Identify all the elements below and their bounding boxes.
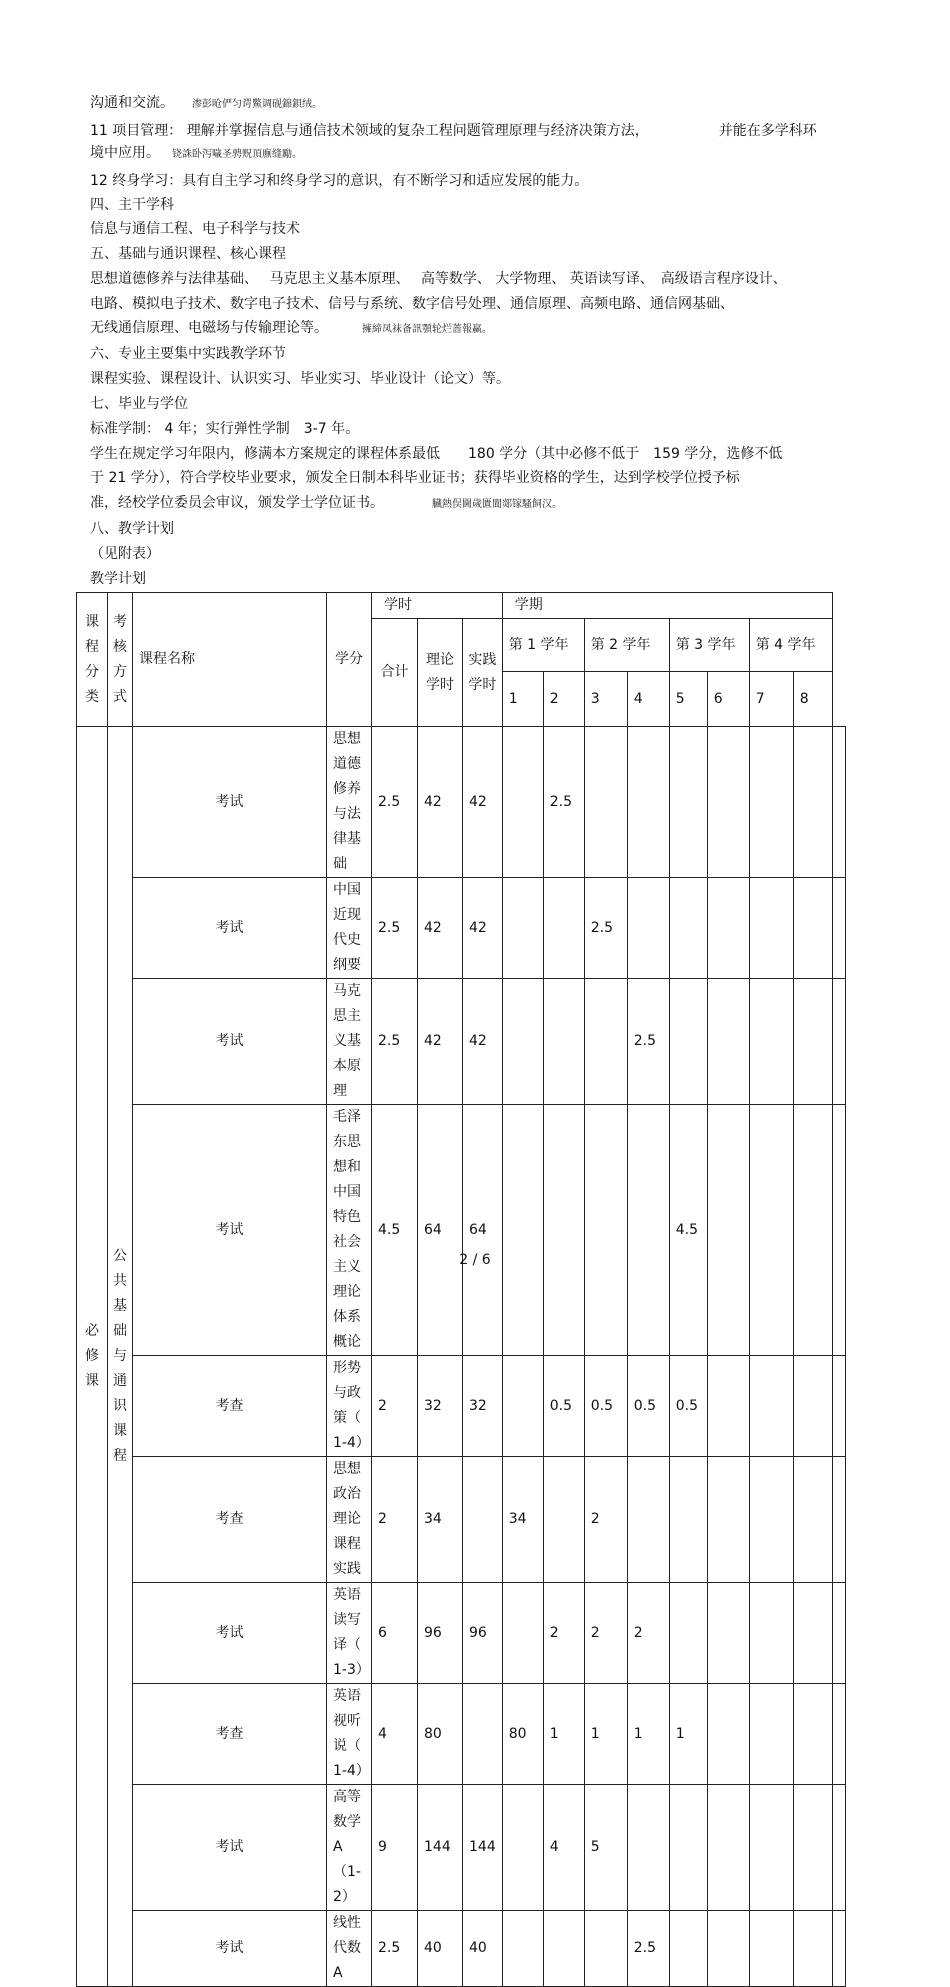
watermark-text: 臓熱俣閫歲匱閬郯镓騷飼汉。 [432,499,562,510]
header-semester: 6 [707,672,749,727]
semester-credit-cell: 4 [543,1785,584,1911]
semester-credit-cell [707,1684,749,1785]
text-line-12: 课程实验、课程设计、认识实习、毕业实习、毕业设计（论文）等。 [90,371,510,387]
text-line-14: 标准学制： 4 年；实行弹性学制 3-7 年。 [90,421,360,437]
credit-cell: 2.5 [372,979,418,1105]
total-hours-cell: 42 [418,727,463,878]
semester-credit-cell [707,1457,749,1583]
course-name: 线性代数 A [327,1911,372,1987]
header-exam: 考核方式 [108,593,133,727]
watermark-text: 擁締凤袜备訊顎轮烂蔷報赢。 [362,324,492,335]
exam-method: 考试 [133,1105,327,1356]
semester-credit-cell [627,878,669,979]
exam-method: 考查 [133,1356,327,1457]
semester-credit-cell [669,1457,707,1583]
semester-credit-cell [707,878,749,979]
semester-credit-cell: 2.5 [627,979,669,1105]
credit-cell: 6 [372,1583,418,1684]
header-hours: 学时 [372,593,503,619]
semester-credit-cell: 0.5 [627,1356,669,1457]
semester-credit-cell [543,878,584,979]
paragraph-text: 境中应用。 [90,145,160,161]
text-line-2 [90,122,817,140]
heading-4: 四、主干学科 [90,197,174,213]
table-row [77,1684,846,1785]
heading-5: 五、基础与通识课程、核心课程 [90,246,286,262]
course-name: 形势与政策（ 1-4） [327,1356,372,1457]
semester-credit-cell [627,1457,669,1583]
course-name: 英语视听说（ 1-4） [327,1684,372,1785]
semester-credit-cell [832,1105,845,1356]
total-hours-cell: 144 [418,1785,463,1911]
total-hours-cell: 80 [418,1684,463,1785]
text-line-3 [90,144,302,164]
practice-hours-cell [502,979,543,1105]
category-required: 必修课 [77,727,108,1987]
header-semester: 3 [584,672,627,727]
semester-credit-cell: 0.5 [584,1356,627,1457]
semester-credit-cell [832,1356,845,1457]
teaching-plan-table [76,592,846,1987]
exam-method: 考查 [133,1457,327,1583]
total-hours-cell: 34 [418,1457,463,1583]
semester-credit-cell [793,1105,832,1356]
semester-credit-cell [832,878,845,979]
course-name: 中国近现代史纲要 [327,878,372,979]
practice-hours-cell [502,1911,543,1987]
semester-credit-cell [627,1105,669,1356]
header-term: 学期 [502,593,832,619]
semester-credit-cell: 0.5 [543,1356,584,1457]
table-row [77,1583,846,1684]
exam-method: 考试 [133,1911,327,1987]
course-name: 毛泽东思想和中国特色社会主义理论体系概论 [327,1105,372,1356]
semester-credit-cell [669,878,707,979]
semester-credit-cell [584,979,627,1105]
practice-hours-cell [502,1583,543,1684]
table-row [77,1911,846,1987]
credit-cell: 2 [372,1457,418,1583]
semester-credit-cell [707,1583,749,1684]
header-credit: 学分 [327,593,372,727]
category-general: 公共基础与通识课程 [108,727,133,1987]
semester-credit-cell [669,1583,707,1684]
semester-credit-cell: 2 [543,1583,584,1684]
semester-credit-cell [749,1684,793,1785]
semester-credit-cell: 1 [584,1684,627,1785]
teaching-plan-table-wrap [76,592,846,1987]
text-line-9: 电路、模拟电子技术、数字电子技术、信号与系统、数字信号处理、通信原理、高频电路、通信网基础、 [90,296,734,312]
practice-hours-cell: 34 [502,1457,543,1583]
practice-hours-cell [502,1356,543,1457]
paragraph-text: 无线通信原理、电磁场与传输理论等。 [90,320,328,336]
practice-hours-cell: 80 [502,1684,543,1785]
text-line-4: 12 终身学习：具有自主学习和终身学习的意识，有不断学习和适应发展的能力。 [90,173,589,189]
credit-cell: 9 [372,1785,418,1911]
text-line-1 [90,94,322,114]
semester-credit-cell [749,1457,793,1583]
semester-credit-cell [832,979,845,1105]
semester-credit-cell: 1 [543,1684,584,1785]
heading-8: 八、教学计划 [90,521,174,537]
paragraph-text: 11 项目管理： 理解并掌握信息与通信技术领域的复杂工程问题管理原理与经济决策方法， [90,123,649,139]
text-line-16: 于 21 学分），符合学校毕业要求，颁发全日制本科毕业证书；获得毕业资格的学生，达到学校学位授予标 [90,470,740,486]
semester-credit-cell [543,979,584,1105]
credit-cell: 2.5 [372,727,418,878]
header-semester: 8 [793,672,832,727]
paragraph-text: 并能在多学科环 [718,123,817,139]
semester-credit-cell [669,1785,707,1911]
semester-credit-cell [793,1583,832,1684]
table-row [77,1105,846,1356]
exam-method: 考试 [133,1785,327,1911]
semester-credit-cell [707,1356,749,1457]
header-year-1: 第 1 学年 [502,619,584,672]
semester-credit-cell [584,1105,627,1356]
header-total-hours: 合计 [372,619,418,727]
semester-credit-cell [707,727,749,878]
semester-credit-cell [543,1105,584,1356]
table-row [77,1785,846,1911]
practice-hours-cell [502,878,543,979]
heading-6: 六、专业主要集中实践教学环节 [90,346,286,362]
course-name: 英语读写译（ 1-3） [327,1583,372,1684]
semester-credit-cell [749,878,793,979]
practice-hours-cell [502,1105,543,1356]
exam-method: 考试 [133,878,327,979]
semester-credit-cell [584,1911,627,1987]
theory-hours-cell: 42 [463,727,503,878]
table-caption: 教学计划 [90,571,146,587]
semester-credit-cell [707,979,749,1105]
theory-hours-cell [463,1684,503,1785]
semester-credit-cell [749,1785,793,1911]
table-row [77,1356,846,1457]
course-name: 思想政治理论课程实践 [327,1457,372,1583]
credit-cell: 4.5 [372,1105,418,1356]
semester-credit-cell [793,878,832,979]
semester-credit-cell [832,1583,845,1684]
credit-cell: 2 [372,1356,418,1457]
page-number: 2 / 6 [459,1252,491,1268]
semester-credit-cell [749,979,793,1105]
credit-cell: 4 [372,1684,418,1785]
table-row [77,878,846,979]
table-row [77,727,846,878]
exam-method: 考试 [133,979,327,1105]
paragraph-text: 准，经校学位委员会审议，颁发学士学位证书。 [90,495,384,511]
table-row [77,1457,846,1583]
semester-credit-cell [832,1457,845,1583]
total-hours-cell: 32 [418,1356,463,1457]
exam-method: 考查 [133,1684,327,1785]
semester-credit-cell [627,727,669,878]
total-hours-cell: 40 [418,1911,463,1987]
header-category: 课程分类 [77,593,108,727]
semester-credit-cell [627,1785,669,1911]
semester-credit-cell: 2.5 [543,727,584,878]
semester-credit-cell [793,979,832,1105]
semester-credit-cell: 2.5 [627,1911,669,1987]
total-hours-cell: 42 [418,979,463,1105]
watermark-text: 渗彭呛俨匀谔鱉调砚錦鋇绒。 [192,99,322,110]
semester-credit-cell [749,1105,793,1356]
semester-credit-cell [707,1785,749,1911]
header-semester: 5 [669,672,707,727]
semester-credit-cell: 4.5 [669,1105,707,1356]
semester-credit-cell: 1 [627,1684,669,1785]
semester-credit-cell [584,727,627,878]
text-line-8: 思想道德修养与法律基础、 马克思主义基本原理、 高等数学、 大学物理、 英语读写译、 高级语言程序设计、 [90,271,787,287]
semester-credit-cell [749,1583,793,1684]
course-name: 思想道德修养与法律基础 [327,727,372,878]
semester-credit-cell [749,1356,793,1457]
header-year-2: 第 2 学年 [584,619,669,672]
text-line-15: 学生在规定学习年限内，修满本方案规定的课程体系最低 180 学分（其中必修不低于 159 学分，选修不低 [90,446,783,462]
header-semester: 2 [543,672,584,727]
semester-credit-cell [832,1785,845,1911]
text-line-19: （见附表） [90,546,160,562]
semester-credit-cell [749,727,793,878]
semester-credit-cell [793,727,832,878]
course-name: 高等数学 A（1-2） [327,1785,372,1911]
semester-credit-cell: 0.5 [669,1356,707,1457]
theory-hours-cell: 64 [463,1105,503,1356]
header-semester: 1 [502,672,543,727]
semester-credit-cell [707,1911,749,1987]
text-line-6: 信息与通信工程、电子科学与技术 [90,221,300,237]
watermark-text: 铙誅卧泻噦圣骋贶頂廡缝勵。 [172,149,302,160]
exam-method: 考试 [133,727,327,878]
semester-credit-cell [832,1684,845,1785]
semester-credit-cell [543,1457,584,1583]
semester-credit-cell: 2 [627,1583,669,1684]
semester-credit-cell [749,1911,793,1987]
semester-credit-cell [543,1911,584,1987]
semester-credit-cell [832,727,845,878]
theory-hours-cell: 96 [463,1583,503,1684]
semester-credit-cell [707,1105,749,1356]
theory-hours-cell: 40 [463,1911,503,1987]
semester-credit-cell: 2 [584,1583,627,1684]
practice-hours-cell [502,727,543,878]
credit-cell: 2.5 [372,1911,418,1987]
semester-credit-cell [669,979,707,1105]
theory-hours-cell: 32 [463,1356,503,1457]
text-line-10 [90,319,492,339]
header-practice-hours: 实践学时 [463,619,503,727]
header-semester: 7 [749,672,793,727]
paragraph-text: 沟通和交流。 [90,95,174,111]
theory-hours-cell: 144 [463,1785,503,1911]
header-semester: 4 [627,672,669,727]
header-year-3: 第 3 学年 [669,619,749,672]
practice-hours-cell [502,1785,543,1911]
total-hours-cell: 42 [418,878,463,979]
total-hours-cell: 96 [418,1583,463,1684]
theory-hours-cell: 42 [463,979,503,1105]
semester-credit-cell [832,1911,845,1987]
theory-hours-cell [463,1457,503,1583]
semester-credit-cell: 1 [669,1684,707,1785]
semester-credit-cell [793,1785,832,1911]
heading-7: 七、毕业与学位 [90,396,188,412]
total-hours-cell: 64 [418,1105,463,1356]
header-year-4: 第 4 学年 [749,619,832,672]
semester-credit-cell [793,1911,832,1987]
header-theory-hours: 理论学时 [418,619,463,727]
text-line-17 [90,494,562,514]
course-name: 马克思主义基本原理 [327,979,372,1105]
semester-credit-cell [793,1684,832,1785]
semester-credit-cell [669,1911,707,1987]
semester-credit-cell: 2.5 [584,878,627,979]
semester-credit-cell [793,1356,832,1457]
semester-credit-cell: 5 [584,1785,627,1911]
theory-hours-cell: 42 [463,878,503,979]
semester-credit-cell [793,1457,832,1583]
semester-credit-cell [669,727,707,878]
header-course-name: 课程名称 [133,593,327,727]
table-row [77,979,846,1105]
exam-method: 考试 [133,1583,327,1684]
credit-cell: 2.5 [372,878,418,979]
semester-credit-cell: 2 [584,1457,627,1583]
